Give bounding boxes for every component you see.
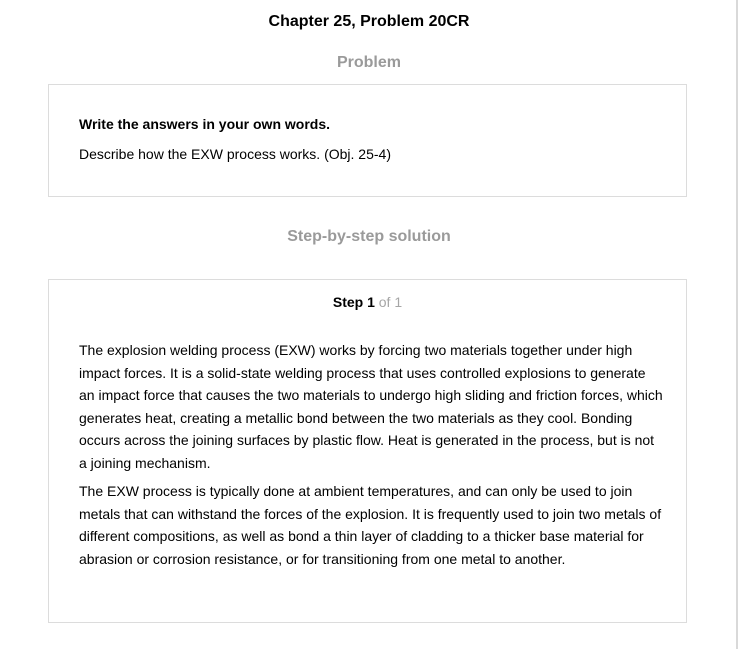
step-indicator xyxy=(49,293,686,311)
solution-heading: Step-by-step solution xyxy=(287,228,451,245)
step-of-total: of 1 xyxy=(378,294,403,310)
step-label: Step 1 xyxy=(332,294,375,310)
problem-instruction: Write the answers in your own words. xyxy=(79,116,331,132)
problem-question: Describe how the EXW process works. (Obj. 25-4) xyxy=(79,146,391,162)
page-title: Chapter 25, Problem 20CR xyxy=(268,13,470,30)
solution-body xyxy=(79,339,664,576)
solution-paragraph: The explosion welding process (EXW) works by forcing two materials together under high impact forces. It is a solid-state welding process that uses controlled explosions to generate an impact force that causes the two materials to undergo high sliding and friction forces, which generates heat, creating a metallic bond between the two materials as they cool. Bonding occurs across the joining surfaces by plastic flow. Heat is generated in the process, but is not a joining mechanism. xyxy=(79,342,663,471)
solution-card xyxy=(48,279,687,623)
problem-heading: Problem xyxy=(336,54,401,71)
solution-paragraph: The EXW process is typically done at ambient temperatures, and can only be used to join metals that can withstand the forces of the explosion. It is frequently used to join two metals of different compositions, as well as bond a thin layer of cladding to a thicker base material for abrasion or corrosion resistance, or for transitioning from one metal to another. xyxy=(79,483,662,567)
problem-card xyxy=(48,84,687,197)
